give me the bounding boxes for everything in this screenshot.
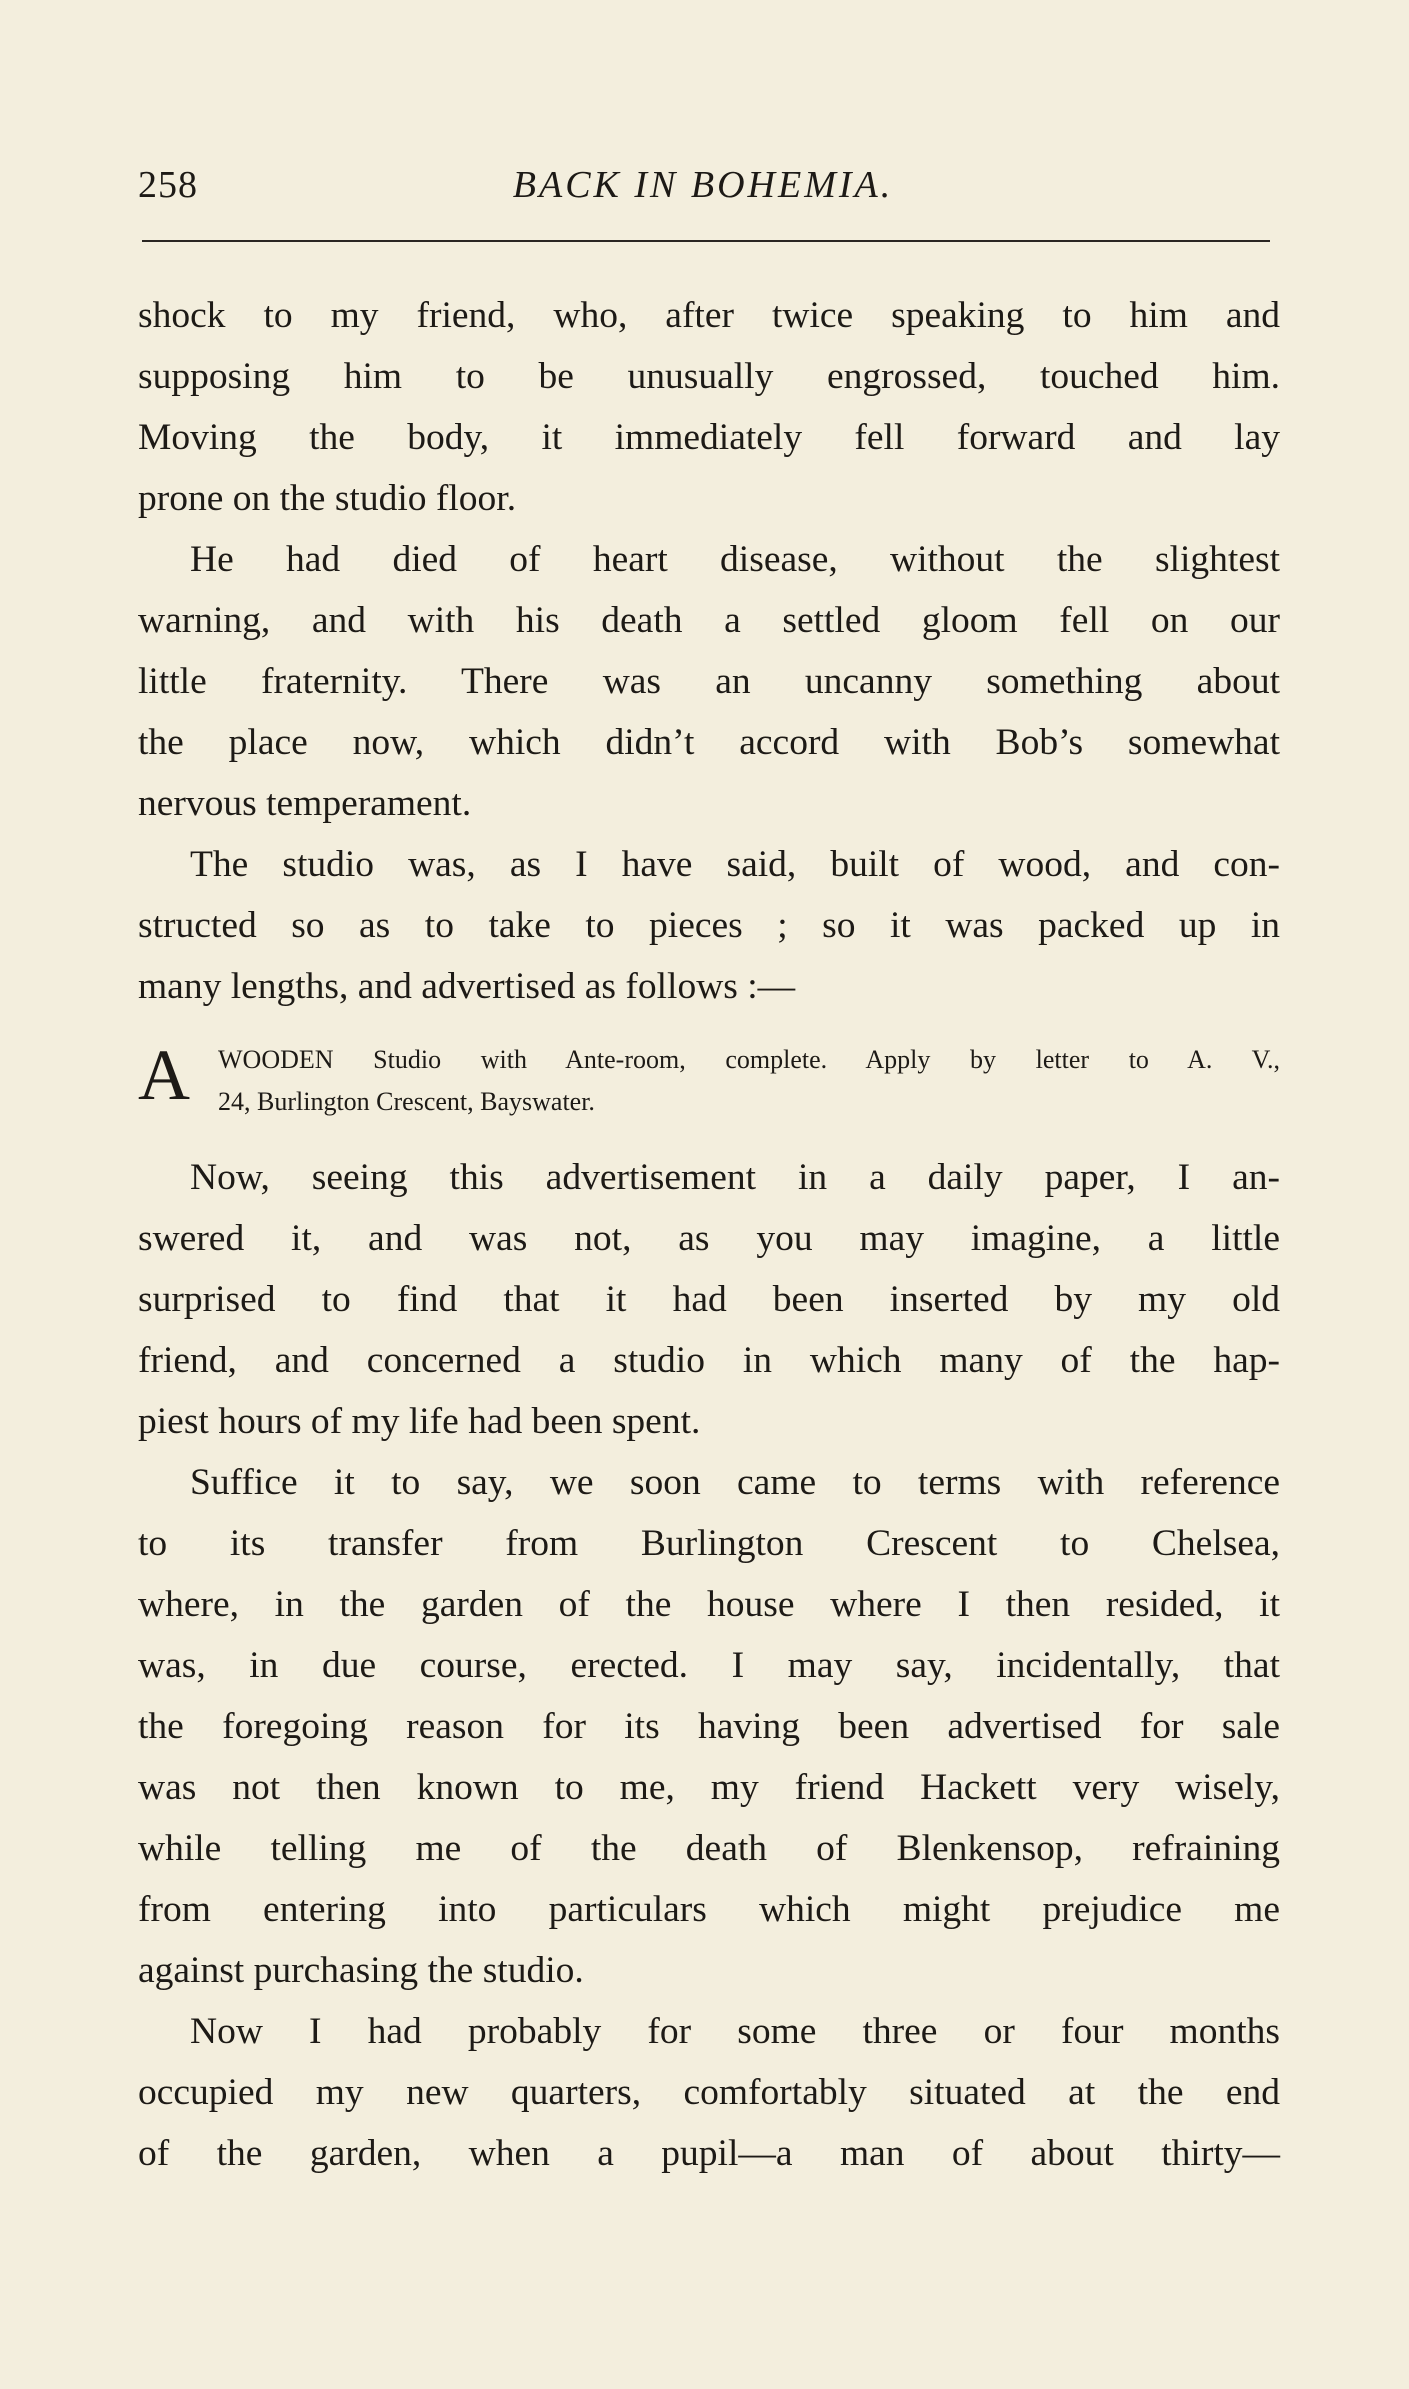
text-line: the place now, which didn’t accord with Bob’s somewhat [138, 722, 1280, 763]
advertisement [138, 1035, 1280, 1123]
advertisement-line: 24, Burlington Crescent, Bayswater. [218, 1087, 595, 1116]
text-line: of the garden, when a pupil—a man of about thirty— [138, 2133, 1280, 2174]
text-line: while telling me of the death of Blenkensop, refraining [138, 1828, 1280, 1869]
text-line: Now I had probably for some three or four months [190, 2011, 1280, 2052]
advertisement-text [218, 1039, 1280, 1123]
paragraph [138, 834, 1280, 1017]
text-line: friend, and concerned a studio in which many of the hap- [138, 1340, 1280, 1381]
text-line: many lengths, and advertised as follows :— [138, 966, 796, 1007]
text-line: nervous temperament. [138, 783, 472, 824]
text-line: to its transfer from Burlington Crescent to Chelsea, [138, 1523, 1280, 1564]
text-line: He had died of heart disease, without the slightest [190, 539, 1280, 580]
text-line: piest hours of my life had been spent. [138, 1401, 701, 1442]
text-line: The studio was, as I have said, built of wood, and con- [190, 844, 1280, 885]
body-text [138, 285, 1280, 2184]
running-title: BACK IN BOHEMIA. [512, 164, 894, 206]
paragraph [138, 1452, 1280, 2001]
drop-cap: A [138, 1035, 190, 1115]
text-line: swered it, and was not, as you may imagine, a little [138, 1218, 1280, 1259]
header-rule [142, 240, 1270, 242]
text-line: prone on the studio floor. [138, 478, 517, 519]
text-line: Moving the body, it immediately fell forward and lay [138, 417, 1280, 458]
text-line: from entering into particulars which might prejudice me [138, 1889, 1280, 1930]
text-line: Now, seeing this advertisement in a daily paper, I an- [190, 1157, 1280, 1198]
text-line: little fraternity. There was an uncanny something about [138, 661, 1280, 702]
text-line: occupied my new quarters, comfortably situated at the end [138, 2072, 1280, 2113]
text-line: the foregoing reason for its having been advertised for sale [138, 1706, 1280, 1747]
text-line: was not then known to me, my friend Hackett very wisely, [138, 1767, 1280, 1808]
text-line: was, in due course, erected. I may say, incidentally, that [138, 1645, 1280, 1686]
advertisement-line: WOODEN Studio with Ante-room, complete. Apply by letter to A. V., [218, 1045, 1280, 1074]
text-line: surprised to find that it had been inserted by my old [138, 1279, 1280, 1320]
paragraph [138, 285, 1280, 529]
paragraph [138, 529, 1280, 834]
text-line: shock to my friend, who, after twice speaking to him and [138, 295, 1280, 336]
page-header [138, 150, 1268, 220]
text-line: where, in the garden of the house where I then resided, it [138, 1584, 1280, 1625]
text-line: against purchasing the studio. [138, 1950, 584, 1991]
text-line: Suffice it to say, we soon came to terms with reference [190, 1462, 1280, 1503]
text-line: supposing him to be unusually engrossed, touched him. [138, 356, 1280, 397]
text-line: structed so as to take to pieces ; so it was packed up in [138, 905, 1280, 946]
text-line: warning, and with his death a settled gloom fell on our [138, 600, 1280, 641]
paragraph [138, 2001, 1280, 2184]
page-number: 258 [138, 164, 198, 206]
paragraph [138, 1147, 1280, 1452]
